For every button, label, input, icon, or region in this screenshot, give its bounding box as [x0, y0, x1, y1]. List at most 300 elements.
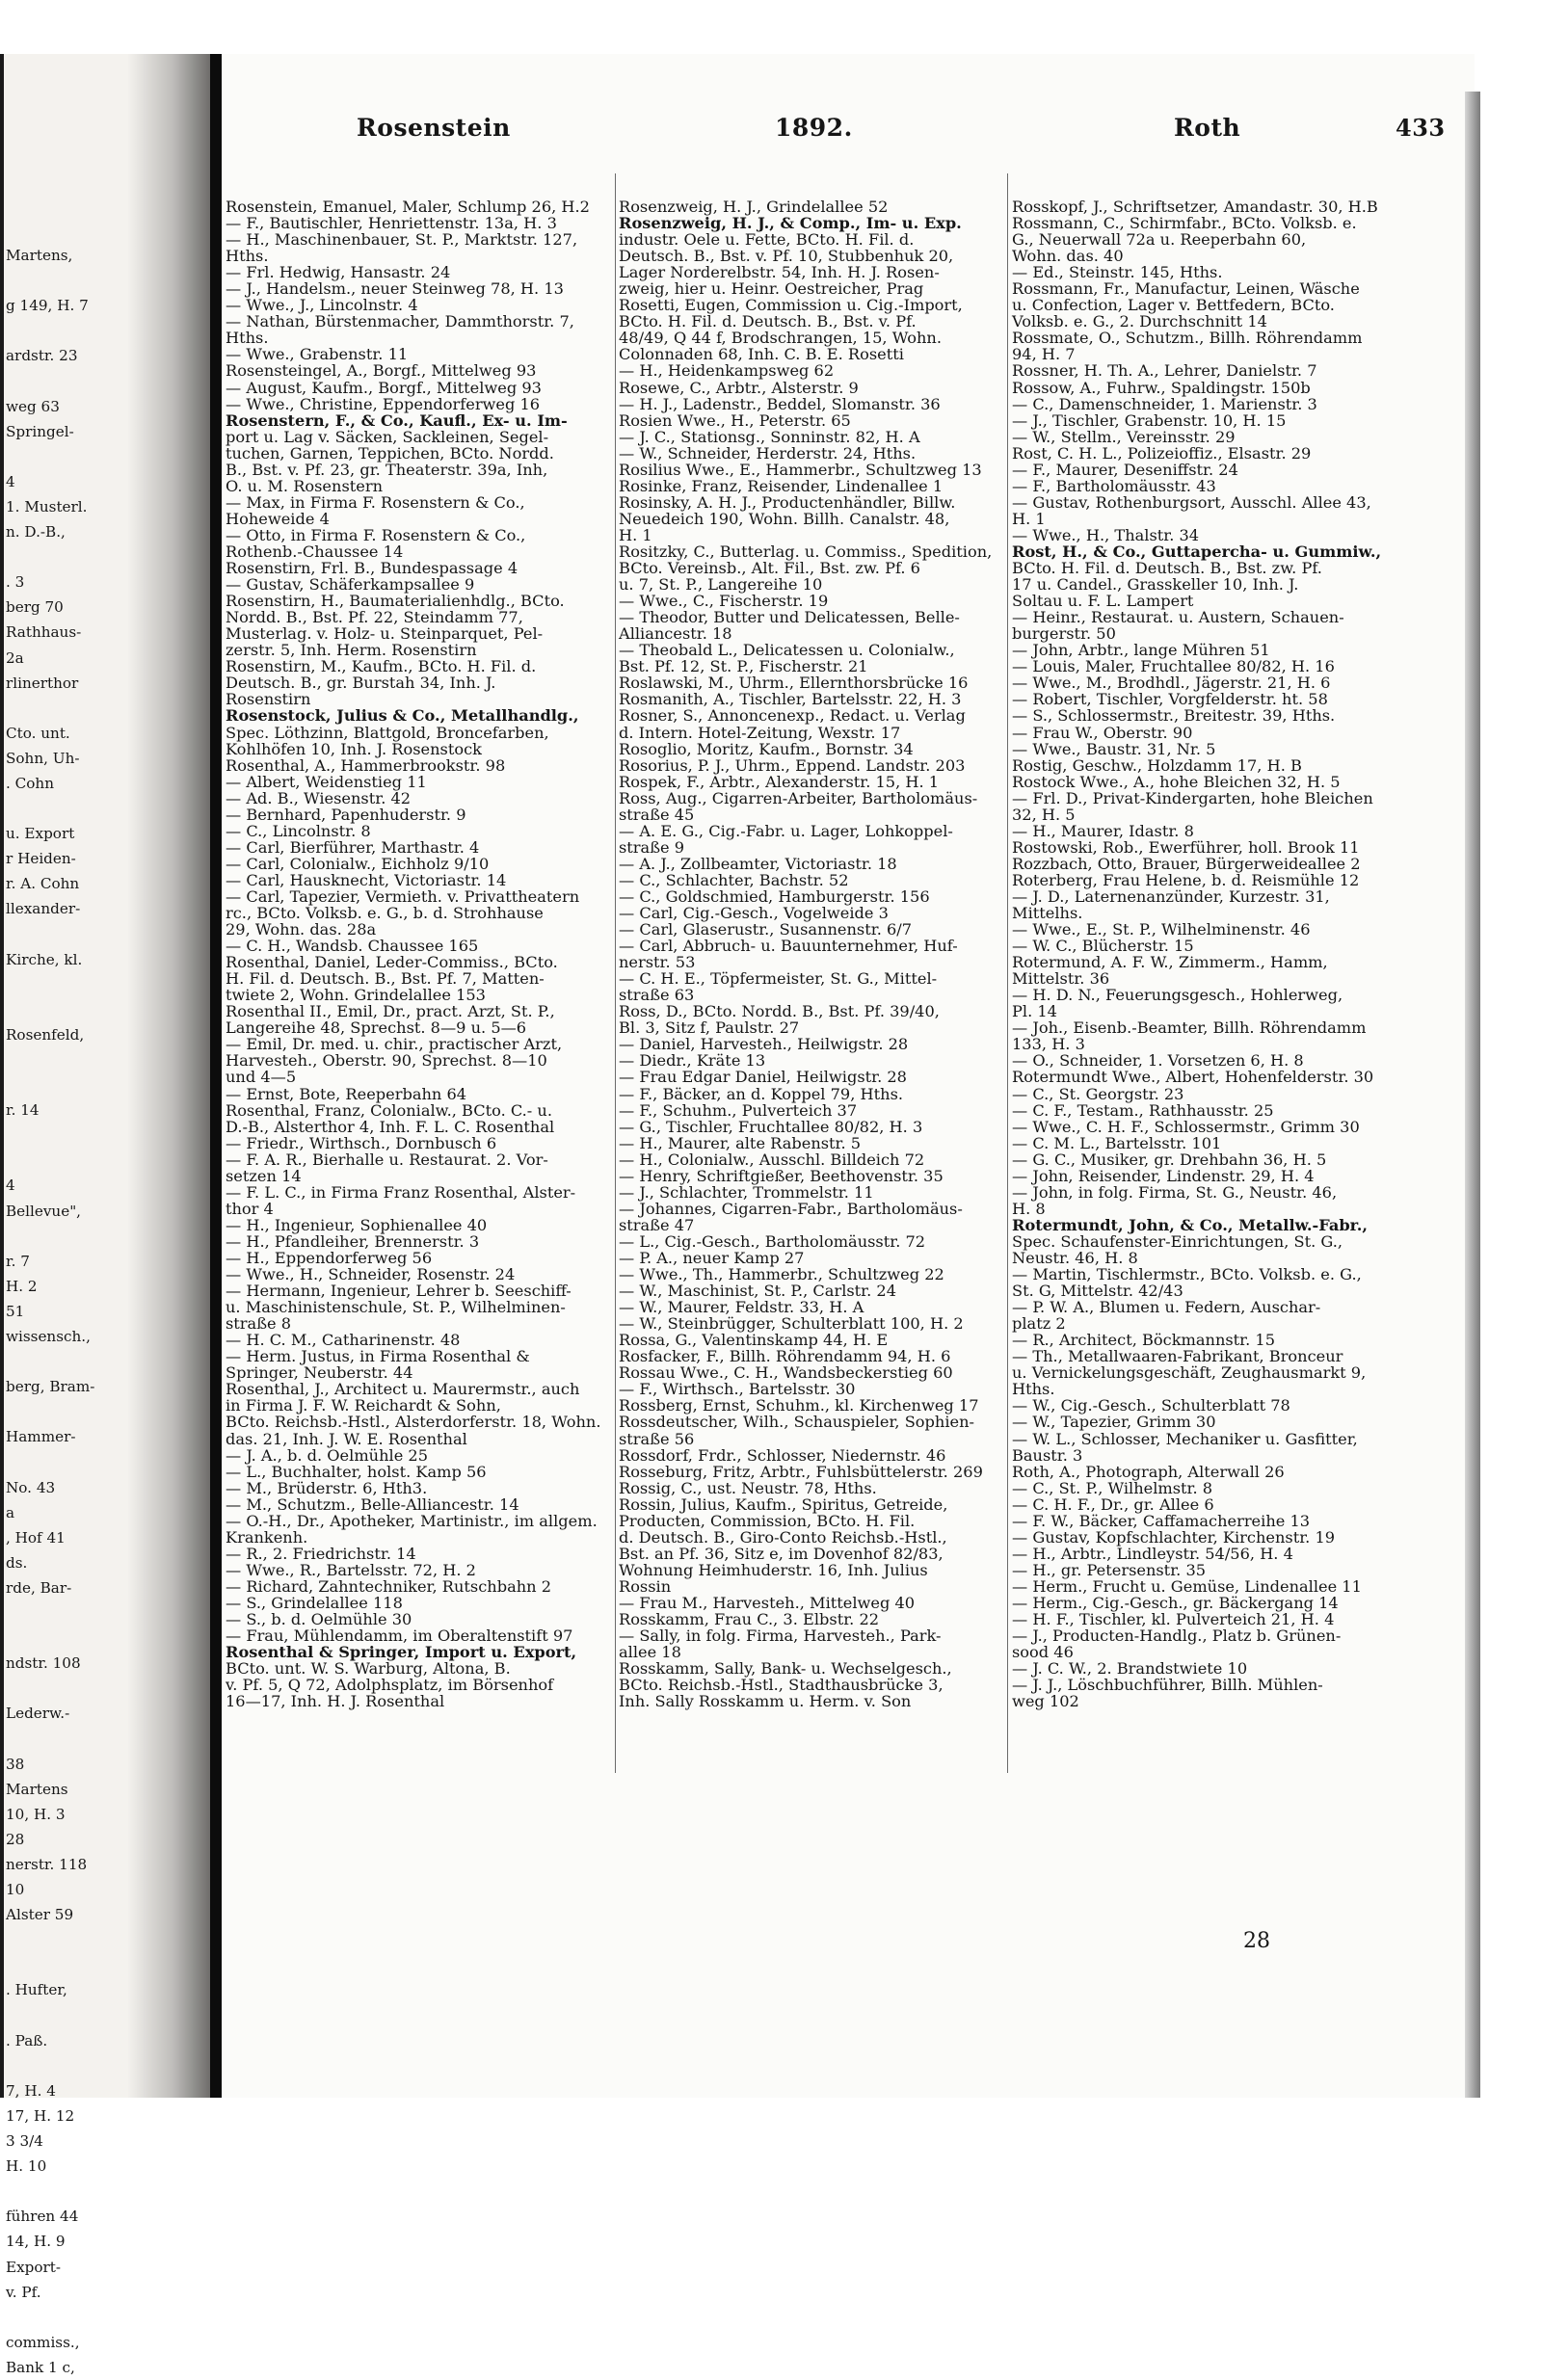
- directory-entry-line: Producten, Commission, BCto. H. Fil.: [619, 1511, 916, 1530]
- binding-gutter: [210, 54, 222, 2098]
- directory-entry-line: — Carl, Hausknecht, Victoriastr. 14: [226, 870, 507, 889]
- directory-entry-line: thor 4: [226, 1199, 274, 1218]
- directory-entry-line: sood 46: [1012, 1643, 1074, 1662]
- directory-entry-line: — P. A., neuer Kamp 27: [619, 1249, 805, 1267]
- directory-entry-line: — Otto, in Firma F. Rosenstern & Co.,: [226, 525, 526, 544]
- directory-entry-line: — Gustav, Rothenburgsort, Ausschl. Allee 43,: [1012, 492, 1371, 512]
- directory-entry-line: — Sally, in folg. Firma, Harvesteh., Park-: [619, 1626, 942, 1646]
- directory-entry-line: — Wwe., J., Lincolnstr. 4: [226, 296, 418, 315]
- directory-entry-line: — H., Ingenieur, Sophienallee 40: [226, 1215, 488, 1234]
- directory-entry-line: Bl. 3, Sitz f, Paulstr. 27: [619, 1018, 800, 1038]
- directory-entry-line: — Johannes, Cigarren-Fabr., Bartholomäus-: [619, 1199, 963, 1218]
- directory-entry-line: in Firma J. F. W. Reichardt & Sohn,: [226, 1396, 501, 1415]
- directory-entry-line: H. Fil. d. Deutsch. B., Bst. Pf. 7, Matten-: [226, 969, 545, 989]
- directory-entry-line: — J. A., b. d. Oelmühle 25: [226, 1445, 429, 1465]
- directory-entry-line: Rosilius Wwe., E., Hammerbr., Schultzweg 13: [619, 460, 982, 479]
- previous-page-line: . Cohn: [6, 774, 54, 792]
- directory-entry-line: Rosenstirn: [226, 690, 311, 709]
- directory-entry-line: — R., Architect, Böckmannstr. 15: [1012, 1331, 1276, 1350]
- directory-entry-line: Rosenstein, Emanuel, Maler, Schlump 26, H.2: [226, 198, 590, 216]
- previous-page-line: H. 2: [6, 1277, 38, 1295]
- directory-entry-line: Rosien Wwe., H., Peterstr. 65: [619, 410, 851, 430]
- directory-entry-line: Rotermundt, John, & Co., Metallw.-Fabr.,: [1012, 1215, 1368, 1234]
- directory-entry-line: — F. A. R., Bierhalle u. Restaurat. 2. Vor-: [226, 1150, 548, 1169]
- directory-entry-line: — J., Producten-Handlg., Platz b. Grünen-: [1012, 1626, 1342, 1646]
- directory-entry-line: H. 1: [1012, 509, 1046, 528]
- directory-entry-line: — J. D., Laternenanzünder, Kurzestr. 31,: [1012, 886, 1330, 906]
- directory-entry-line: — W., Steinbrügger, Schulterblatt 100, H. 2: [619, 1314, 964, 1334]
- previous-page-line: Sohn, Uh-: [6, 749, 80, 767]
- previous-page-line: u. Export: [6, 825, 75, 843]
- directory-entry-line: Rossa, G., Valentinskamp 44, H. E: [619, 1331, 889, 1350]
- previous-page-line: Martens: [6, 1780, 68, 1798]
- directory-entry-line: straße 56: [619, 1429, 695, 1448]
- directory-entry-line: Rossig, C., ust. Neustr. 78, Hths.: [619, 1478, 877, 1497]
- directory-entry-line: Rossin: [619, 1576, 672, 1596]
- directory-entry-line: Hths.: [1012, 1380, 1055, 1399]
- directory-entry-line: — H., Eppendorferweg 56: [226, 1249, 433, 1267]
- directory-entry-line: — Wwe., Grabenstr. 11: [226, 345, 409, 364]
- previous-page-line: Export-: [6, 2258, 62, 2276]
- directory-entry-line: — Th., Metallwaaren-Fabrikant, Bronceur: [1012, 1347, 1343, 1366]
- directory-entry-line: Ross, D., BCto. Nordd. B., Bst. Pf. 39/40,: [619, 1002, 940, 1021]
- directory-entry-line: Rosenthal, Franz, Colonialw., BCto. C.- u.: [226, 1100, 552, 1120]
- directory-entry-line: Rosensteingel, A., Borgf., Mittelweg 93: [226, 361, 537, 381]
- directory-entry-line: nerstr. 53: [619, 953, 696, 972]
- directory-entry-line: — Frau Edgar Daniel, Heilwigstr. 28: [619, 1068, 907, 1087]
- directory-entry-line: Hoheweide 4: [226, 509, 330, 528]
- directory-entry-line: — F. L. C., in Firma Franz Rosenthal, Alster-: [226, 1182, 576, 1202]
- directory-entry-line: — J., Handelsm., neuer Steinweg 78, H. 13: [226, 279, 564, 299]
- directory-entry-line: — G. C., Musiker, gr. Drehbahn 36, H. 5: [1012, 1150, 1327, 1169]
- directory-entry-line: BCto. H. Fil. d. Deutsch. B., Bst. v. Pf.: [619, 312, 917, 331]
- directory-entry-line: Rosenzweig, H. J., & Comp., Im- u. Exp.: [619, 214, 962, 233]
- directory-entry-line: — M., Brüderstr. 6, Hth3.: [226, 1478, 428, 1497]
- directory-entry-line: — Carl, Bierführer, Marthastr. 4: [226, 837, 480, 857]
- directory-entry-line: Rosenzweig, H. J., Grindelallee 52: [619, 198, 889, 216]
- directory-entry-line: — W., Stellm., Vereinsstr. 29: [1012, 427, 1236, 446]
- directory-entry-line: Neuedeich 190, Wohn. Billh. Canalstr. 48,: [619, 509, 950, 528]
- directory-entry-line: Rost, C. H. L., Polizeioffiz., Elsastr. 29: [1012, 443, 1312, 463]
- directory-entry-line: — H., Maurer, alte Rabenstr. 5: [619, 1133, 862, 1152]
- directory-entry-line: — C. F., Testam., Rathhausstr. 25: [1012, 1100, 1274, 1120]
- directory-entry-line: Rosseburg, Fritz, Arbtr., Fuhlsbüttelerstr. 269: [619, 1462, 983, 1481]
- directory-entry-line: — Martin, Tischlermstr., BCto. Volksb. e. G.,: [1012, 1265, 1362, 1284]
- directory-entry-line: Bst. an Pf. 36, Sitz e, im Dovenhof 82/83,: [619, 1544, 944, 1563]
- previous-page-line: 28: [6, 1830, 25, 1848]
- previous-page-line: a: [6, 1503, 15, 1521]
- directory-entry-line: — Carl, Abbruch- u. Bauunternehmer, Huf-: [619, 937, 958, 956]
- previous-page-line: nerstr. 118: [6, 1856, 88, 1873]
- directory-entry-line: BCto. unt. W. S. Warburg, Altona, B.: [226, 1659, 511, 1679]
- directory-entry-line: setzen 14: [226, 1166, 302, 1185]
- previous-page-line: 38: [6, 1755, 25, 1773]
- directory-entry-line: H. 1: [619, 525, 652, 544]
- directory-entry-line: — W., Cig.-Gesch., Schulterblatt 78: [1012, 1396, 1290, 1415]
- directory-entry-line: Rosmanith, A., Tischler, Bartelsstr. 22, H. 3: [619, 690, 962, 709]
- directory-entry-line: Rosenstirn, Frl. B., Bundespassage 4: [226, 559, 518, 578]
- directory-entry-line: — Carl, Colonialw., Eichholz 9/10: [226, 854, 490, 873]
- previous-page-line: Bellevue",: [6, 1202, 82, 1220]
- previous-page-line: 2a: [6, 648, 24, 667]
- directory-entry-line: — Herm. Justus, in Firma Rosenthal &: [226, 1347, 530, 1366]
- directory-entry-line: — J. J., Löschbuchführer, Billh. Mühlen-: [1012, 1676, 1323, 1695]
- directory-entry-line: Roterberg, Frau Helene, b. d. Reismühle 12: [1012, 870, 1360, 889]
- directory-entry-line: — H. D. N., Feuerungsgesch., Hohlerweg,: [1012, 986, 1343, 1005]
- directory-entry-line: — L., Buchhalter, holst. Kamp 56: [226, 1462, 487, 1481]
- directory-entry-line: Lager Norderelbstr. 54, Inh. H. J. Rosen-: [619, 263, 940, 282]
- directory-entry-line: straße 9: [619, 837, 685, 857]
- directory-entry-line: Inh. Sally Rosskamm u. Herm. v. Son: [619, 1692, 912, 1711]
- directory-entry-line: industr. Oele u. Fette, BCto. H. Fil. d.: [619, 230, 915, 250]
- directory-entry-line: — J. C., Stationsg., Sonninstr. 82, H. A: [619, 427, 920, 446]
- directory-entry-line: BCto. Vereinsb., Alt. Fil., Bst. zw. Pf. 6: [619, 559, 920, 578]
- directory-entry-line: — H. J., Ladenstr., Beddel, Slomanstr. 36: [619, 394, 941, 413]
- running-head-left: Rosenstein: [357, 114, 511, 142]
- directory-entry-line: Rostig, Geschw., Holzdamm 17, H. B: [1012, 755, 1302, 775]
- directory-entry-line: — Herm., Cig.-Gesch., gr. Bäckergang 14: [1012, 1593, 1339, 1612]
- previous-page-line: commiss.,: [6, 2333, 80, 2351]
- directory-entry-line: 17 u. Candel., Grasskeller 10, Inh. J.: [1012, 575, 1299, 595]
- directory-entry-line: — W., Maschinist, St. P., Carlstr. 24: [619, 1282, 897, 1301]
- directory-entry-line: Rosenthal, Daniel, Leder-Commiss., BCto.: [226, 953, 558, 972]
- directory-entry-line: Rossberg, Ernst, Schuhm., kl. Kirchenweg 17: [619, 1396, 979, 1415]
- directory-entry-line: Soltau u. F. L. Lampert: [1012, 592, 1194, 611]
- directory-entry-line: — Carl, Tapezier, Vermieth. v. Privattheatern: [226, 886, 580, 906]
- directory-entry-line: Mittelstr. 36: [1012, 969, 1110, 989]
- directory-entry-line: Rosenthal, J., Architect u. Maurermstr., auch: [226, 1380, 580, 1399]
- directory-entry-line: Musterlag. v. Holz- u. Steinparquet, Pel-: [226, 624, 544, 644]
- directory-entry-line: Colonnaden 68, Inh. C. B. E. Rosetti: [619, 345, 904, 364]
- directory-entry-line: — Friedr., Wirthsch., Dornbusch 6: [226, 1133, 497, 1152]
- directory-entry-line: d. Intern. Hotel-Zeitung, Wexstr. 17: [619, 723, 901, 742]
- directory-entry-line: Rotermundt Wwe., Albert, Hohenfelderstr. 30: [1012, 1068, 1374, 1087]
- directory-entry-line: — A. E. G., Cig.-Fabr. u. Lager, Lohkoppel-: [619, 821, 953, 840]
- directory-entry-line: — August, Kaufm., Borgf., Mittelweg 93: [226, 378, 542, 397]
- previous-page-line: . Paß.: [6, 2031, 48, 2049]
- directory-entry-line: — L., Cig.-Gesch., Bartholomäusstr. 72: [619, 1231, 926, 1251]
- directory-entry-line: Rosenthal II., Emil, Dr., pract. Arzt, St. P.,: [226, 1002, 555, 1021]
- previous-page-line: r. 7: [6, 1252, 30, 1270]
- directory-entry-line: Rossow, A., Fuhrw., Spaldingstr. 150b: [1012, 378, 1311, 397]
- directory-entry-line: — John, Arbtr., lange Mühren 51: [1012, 641, 1270, 660]
- directory-entry-line: — C., Schlachter, Bachstr. 52: [619, 870, 849, 889]
- directory-entry-line: — C., Goldschmied, Hamburgerstr. 156: [619, 886, 930, 906]
- directory-entry-line: Rostock Wwe., A., hohe Bleichen 32, H. 5: [1012, 772, 1341, 791]
- directory-entry-line: Rothenb.-Chaussee 14: [226, 542, 404, 561]
- directory-entry-line: rc., BCto. Volksb. e. G., b. d. Strohhause: [226, 904, 544, 923]
- previous-page-line: Rosenfeld,: [6, 1025, 85, 1044]
- directory-entry-line: Rosner, S., Annoncenexp., Redact. u. Verlag: [619, 706, 966, 726]
- directory-entry-line: — Ad. B., Wiesenstr. 42: [226, 788, 412, 807]
- directory-entry-line: — Wwe., R., Bartelsstr. 72, H. 2: [226, 1560, 476, 1579]
- directory-entry-line: 16—17, Inh. H. J. Rosenthal: [226, 1692, 445, 1711]
- page-edge: [1465, 92, 1480, 2098]
- directory-entry-line: — J., Tischler, Grabenstr. 10, H. 15: [1012, 410, 1287, 430]
- previous-page-line: 7, H. 4: [6, 2081, 56, 2100]
- directory-entry-line: straße 47: [619, 1215, 695, 1234]
- directory-entry-line: — F., Bartholomäusstr. 43: [1012, 476, 1216, 495]
- directory-entry-line: Rospek, F., Arbtr., Alexanderstr. 15, H. 1: [619, 772, 940, 791]
- directory-entry-line: BCto. H. Fil. d. Deutsch. B., Bst. zw. Pf.: [1012, 559, 1322, 578]
- directory-entry-line: — Frau, Mühlendamm, im Oberaltenstift 97: [226, 1626, 573, 1646]
- directory-entry-line: St. G, Mittelstr. 42/43: [1012, 1282, 1183, 1301]
- directory-column-1: [226, 198, 617, 1709]
- directory-entry-line: — John, in folg. Firma, St. G., Neustr. 46,: [1012, 1182, 1338, 1202]
- previous-page-line: ardstr. 23: [6, 347, 78, 365]
- directory-entry-line: — Frl. D., Privat-Kindergarten, hohe Bleichen: [1012, 788, 1373, 807]
- directory-entry-line: Hths.: [226, 247, 269, 266]
- directory-entry-line: Rossner, H. Th. A., Lehrer, Danielstr. 7: [1012, 361, 1317, 381]
- directory-entry-line: — Nathan, Bürstenmacher, Dammthorstr. 7,: [226, 312, 574, 331]
- directory-entry-line: — Emil, Dr. med. u. chir., practischer Arzt,: [226, 1035, 563, 1054]
- directory-entry-line: — C., Lincolnstr. 8: [226, 821, 371, 840]
- directory-entry-line: — Wwe., Th., Hammerbr., Schultzweg 22: [619, 1265, 944, 1284]
- previous-page-line: 4: [6, 472, 15, 490]
- directory-entry-line: Rossmann, Fr., Manufactur, Leinen, Wäsche: [1012, 279, 1360, 299]
- directory-entry-line: Rossau Wwe., C. H., Wandsbeckerstieg 60: [619, 1363, 953, 1383]
- directory-entry-line: — C. H., Wandsb. Chaussee 165: [226, 937, 479, 956]
- directory-entry-line: — Wwe., E., St. P., Wilhelminenstr. 46: [1012, 920, 1311, 939]
- directory-entry-line: Rossdeutscher, Wilh., Schauspieler, Sophien-: [619, 1413, 974, 1432]
- previous-page-line: führen 44: [6, 2208, 79, 2226]
- directory-entry-line: Rosorius, P. J., Uhrm., Eppend. Landstr. 203: [619, 755, 966, 775]
- directory-entry-line: — Wwe., M., Brodhdl., Jägerstr. 21, H. 6: [1012, 674, 1331, 693]
- directory-entry-line: — F., Maurer, Deseniffstr. 24: [1012, 460, 1238, 479]
- directory-entry-line: — P. W. A., Blumen u. Federn, Auschar-: [1012, 1298, 1321, 1317]
- directory-entry-line: — Frau W., Oberstr. 90: [1012, 723, 1193, 742]
- directory-entry-line: Mittelhs.: [1012, 904, 1083, 923]
- directory-entry-line: — Heinr., Restaurat. u. Austern, Schauen-: [1012, 608, 1344, 627]
- directory-entry-line: — Frl. Hedwig, Hansastr. 24: [226, 263, 451, 282]
- scan-border: [0, 54, 4, 2098]
- directory-entry-line: — Richard, Zahntechniker, Rutschbahn 2: [226, 1576, 552, 1596]
- directory-entry-line: Rosskamm, Sally, Bank- u. Wechselgesch.,: [619, 1659, 952, 1679]
- directory-entry-line: Rostowski, Rob., Ewerführer, holl. Brook 11: [1012, 837, 1360, 857]
- directory-entry-line: — F., Bautischler, Henriettenstr. 13a, H. 3: [226, 214, 557, 233]
- previous-page-line: Kirche, kl.: [6, 950, 83, 968]
- directory-entry-line: Rosenstock, Julius & Co., Metallhandlg.,: [226, 706, 579, 726]
- directory-entry-line: 133, H. 3: [1012, 1035, 1085, 1054]
- directory-entry-line: Bst. Pf. 12, St. P., Fischerstr. 21: [619, 657, 868, 676]
- directory-entry-line: Rosskamm, Frau C., 3. Elbstr. 22: [619, 1610, 880, 1629]
- directory-entry-line: D.-B., Alsterthor 4, Inh. F. L. C. Rosenthal: [226, 1117, 555, 1136]
- directory-entry-line: port u. Lag v. Säcken, Sackleinen, Segel-: [226, 427, 549, 446]
- directory-entry-line: — C., St. Georgstr. 23: [1012, 1084, 1184, 1103]
- directory-entry-line: — Wwe., H., Schneider, Rosenstr. 24: [226, 1265, 516, 1284]
- directory-entry-line: — John, Reisender, Lindenstr. 29, H. 4: [1012, 1166, 1315, 1185]
- directory-entry-line: — Ed., Steinstr. 145, Hths.: [1012, 263, 1223, 282]
- directory-entry-line: — Max, in Firma F. Rosenstern & Co.,: [226, 492, 525, 512]
- previous-page-line: r. A. Cohn: [6, 875, 80, 893]
- previous-page-line: weg 63: [6, 397, 60, 415]
- directory-entry-line: — Louis, Maler, Fruchtallee 80/82, H. 16: [1012, 657, 1335, 676]
- directory-entry-line: Rost, H., & Co., Guttapercha- u. Gummiw.,: [1012, 542, 1382, 561]
- directory-entry-line: straße 45: [619, 805, 695, 824]
- directory-entry-line: — Wwe., Christine, Eppendorferweg 16: [226, 394, 541, 413]
- directory-entry-line: — S., Grindelallee 118: [226, 1593, 403, 1612]
- directory-entry-line: Baustr. 3: [1012, 1445, 1083, 1465]
- directory-entry-line: — W. L., Schlosser, Mechaniker u. Gasfitter,: [1012, 1429, 1358, 1448]
- directory-entry-line: Rosoglio, Moritz, Kaufm., Bornstr. 34: [619, 739, 914, 758]
- directory-entry-line: — Joh., Eisenb.-Beamter, Billh. Röhrendamm: [1012, 1018, 1367, 1038]
- previous-page-line: wissensch.,: [6, 1328, 91, 1346]
- directory-entry-line: Rosenstirn, H., Baumaterialienhdlg., BCto.: [226, 592, 565, 611]
- previous-page-line: llexander-: [6, 900, 81, 918]
- directory-entry-line: — H., Heidenkampsweg 62: [619, 361, 835, 381]
- directory-entry-line: — Diedr., Kräte 13: [619, 1051, 766, 1071]
- directory-entry-line: — Wwe., Baustr. 31, Nr. 5: [1012, 739, 1216, 758]
- previous-page-line: 14, H. 9: [6, 2233, 66, 2251]
- directory-entry-line: Volksb. e. G., 2. Durchschnitt 14: [1012, 312, 1267, 331]
- directory-entry-line: tuchen, Garnen, Teppichen, BCto. Nordd.: [226, 443, 554, 463]
- directory-entry-line: — Carl, Cig.-Gesch., Vogelweide 3: [619, 904, 889, 923]
- directory-entry-line: — W., Schneider, Herderstr. 24, Hths.: [619, 443, 917, 463]
- previous-page-line: r Heiden-: [6, 850, 76, 868]
- directory-entry-line: — C. M. L., Bartelsstr. 101: [1012, 1133, 1222, 1152]
- previous-page-line: . Hufter,: [6, 1981, 67, 1999]
- directory-entry-line: allee 18: [619, 1643, 681, 1662]
- running-head-right: Roth: [1174, 114, 1241, 142]
- directory-entry-line: Langereihe 48, Sprechst. 8—9 u. 5—6: [226, 1018, 527, 1038]
- previous-page-line: . 3: [6, 573, 25, 592]
- directory-entry-line: — H. F., Tischler, kl. Pulverteich 21, H. 4: [1012, 1610, 1335, 1629]
- directory-entry-line: platz 2: [1012, 1314, 1066, 1334]
- previous-page-line: ndstr. 108: [6, 1654, 81, 1673]
- directory-entry-line: — H., Maurer, Idastr. 8: [1012, 821, 1194, 840]
- previous-page-line: Lederw.-: [6, 1705, 70, 1723]
- directory-entry-line: — Hermann, Ingenieur, Lehrer b. Seeschiff-: [226, 1282, 572, 1301]
- directory-entry-line: — H. C. M., Catharinenstr. 48: [226, 1331, 461, 1350]
- previous-page-line: H. 10: [6, 2157, 47, 2176]
- directory-entry-line: Spec. Schaufenster-Einrichtungen, St. G.,: [1012, 1231, 1343, 1251]
- directory-entry-line: Pl. 14: [1012, 1002, 1057, 1021]
- signature-number: 28: [1243, 1929, 1270, 1953]
- directory-entry-line: — Henry, Schriftgießer, Beethovenstr. 35: [619, 1166, 944, 1185]
- directory-entry-line: v. Pf. 5, Q 72, Adolphsplatz, im Börsenhof: [226, 1676, 554, 1695]
- directory-entry-line: — Ernst, Bote, Reeperbahn 64: [226, 1084, 467, 1103]
- previous-page-line: berg, Bram-: [6, 1378, 95, 1396]
- directory-entry-line: — H., Arbtr., Lindleystr. 54/56, H. 4: [1012, 1544, 1293, 1563]
- directory-entry-line: — F., Schuhm., Pulverteich 37: [619, 1100, 858, 1120]
- directory-entry-line: Rosenthal, A., Hammerbrookstr. 98: [226, 755, 506, 775]
- previous-page-line: [6, 2305, 208, 2330]
- previous-page-line: Martens,: [6, 247, 73, 264]
- directory-entry-line: Rositzky, C., Butterlag. u. Commiss., Spedition,: [619, 542, 993, 561]
- previous-page-line: Bank 1 c,: [6, 2358, 75, 2376]
- directory-entry-line: — F. W., Bäcker, Caffamacherreihe 13: [1012, 1511, 1311, 1530]
- directory-entry-line: Krankenh.: [226, 1527, 308, 1547]
- previous-page-line: 17, H. 12: [6, 2106, 75, 2125]
- directory-entry-line: Harvesteh., Oberstr. 90, Sprechst. 8—10: [226, 1051, 547, 1071]
- directory-entry-line: — Theobald L., Delicatessen u. Colonialw.,: [619, 641, 955, 660]
- directory-entry-line: O. u. M. Rosenstern: [226, 476, 383, 495]
- directory-entry-line: 48/49, Q 44 f, Brodschrangen, 15, Wohn.: [619, 329, 942, 348]
- directory-entry-line: — Wwe., C. H. F., Schlossermstr., Grimm 30: [1012, 1117, 1360, 1136]
- directory-entry-line: Spec. Löthzinn, Blattgold, Broncefarben,: [226, 723, 549, 742]
- directory-entry-line: — O.-H., Dr., Apotheker, Martinistr., im allgem.: [226, 1511, 598, 1530]
- directory-entry-line: Rosskopf, J., Schriftsetzer, Amandastr. 30, H.B: [1012, 198, 1378, 216]
- page-number: 433: [1396, 114, 1446, 142]
- previous-page-line: v. Pf.: [6, 2283, 41, 2301]
- previous-page-line: Hammer-: [6, 1428, 76, 1446]
- directory-entry-line: — Herm., Frucht u. Gemüse, Lindenallee 11: [1012, 1576, 1362, 1596]
- directory-entry-line: d. Deutsch. B., Giro-Conto Reichsb.-Hstl.,: [619, 1527, 947, 1547]
- directory-entry-line: Rozzbach, Otto, Brauer, Bürgerweideallee 2: [1012, 854, 1361, 873]
- previous-page-line: g 149, H. 7: [6, 297, 89, 315]
- directory-entry-line: — R., 2. Friedrichstr. 14: [226, 1544, 416, 1563]
- directory-entry-line: Rosewe, C., Arbtr., Alsterstr. 9: [619, 378, 859, 397]
- directory-entry-line: Wohnung Heimhuderstr. 16, Inh. Julius: [619, 1560, 928, 1579]
- directory-entry-line: BCto. Reichsb.-Hstl., Stadthausbrücke 3,: [619, 1676, 944, 1695]
- directory-entry-line: — S., b. d. Oelmühle 30: [226, 1610, 412, 1629]
- previous-page-line: 3 3/4: [6, 2132, 43, 2151]
- previous-page-line: Springel-: [6, 422, 74, 440]
- previous-page-line: rde, Bar-: [6, 1578, 72, 1597]
- directory-entry-line: Rosinke, Franz, Reisender, Lindenallee 1: [619, 476, 944, 495]
- directory-entry-line: — C. H. E., Töpfermeister, St. G., Mittel-: [619, 969, 938, 989]
- previous-page-line: 10: [6, 1881, 25, 1899]
- directory-entry-line: Nordd. B., Bst. Pf. 22, Steindamm 77,: [226, 608, 523, 627]
- directory-entry-line: Rosetti, Eugen, Commission u. Cig.-Import,: [619, 296, 963, 315]
- directory-entry-line: Rosinsky, A. H. J., Productenhändler, Billw.: [619, 492, 956, 512]
- directory-entry-line: Deutsch. B., Bst. v. Pf. 10, Stubbenhuk 20,: [619, 247, 954, 266]
- previous-page-line: n. D.-B.,: [6, 523, 66, 542]
- directory-entry-line: burgerstr. 50: [1012, 624, 1116, 644]
- directory-entry-line: — J., Schlachter, Trommelstr. 11: [619, 1182, 874, 1202]
- directory-entry-line: Kohlhöfen 10, Inh. J. Rosenstock: [226, 739, 482, 758]
- previous-page-line: rlinerthor: [6, 674, 79, 692]
- previous-page-line: 1. Musterl.: [6, 497, 88, 516]
- binding-shadow: [127, 54, 210, 2098]
- directory-entry-line: — Carl, Glaserustr., Susannenstr. 6/7: [619, 920, 913, 939]
- previous-page-line: Cto. unt.: [6, 724, 70, 742]
- previous-page-line: Rathhaus-: [6, 623, 82, 642]
- directory-entry-line: Rosenthal & Springer, Import u. Export,: [226, 1643, 577, 1662]
- directory-entry-line: — Frau M., Harvesteh., Mittelweg 40: [619, 1593, 916, 1612]
- previous-page-line: [6, 2179, 208, 2204]
- directory-entry-line: — S., Schlossermstr., Breitestr. 39, Hths.: [1012, 706, 1336, 726]
- directory-entry-line: B., Bst. v. Pf. 23, gr. Theaterstr. 39a, Inh,: [226, 460, 548, 479]
- directory-entry-line: — Robert, Tischler, Vorgfelderstr. ht. 58: [1012, 690, 1328, 709]
- directory-entry-line: — H., Pfandleiher, Brennerstr. 3: [226, 1231, 480, 1251]
- directory-entry-line: u. Confection, Lager v. Bettfedern, BCto.: [1012, 296, 1335, 315]
- directory-entry-line: — H., Maschinenbauer, St. P., Marktstr. 127,: [226, 230, 578, 250]
- directory-entry-line: Rotermund, A. F. W., Zimmerm., Hamm,: [1012, 953, 1328, 972]
- directory-entry-line: u. 7, St. P., Langereihe 10: [619, 575, 823, 595]
- previous-page-line: , Hof 41: [6, 1528, 66, 1547]
- directory-entry-line: Rosenstern, F., & Co., Kaufl., Ex- u. Im-: [226, 410, 568, 430]
- directory-entry-line: und 4—5: [226, 1068, 297, 1087]
- previous-page-line: Alster 59: [6, 1906, 74, 1924]
- directory-entry-line: — G., Tischler, Fruchtallee 80/82, H. 3: [619, 1117, 923, 1136]
- directory-entry-line: — Bernhard, Papenhuderstr. 9: [226, 805, 466, 824]
- directory-entry-line: G., Neuerwall 72a u. Reeperbahn 60,: [1012, 230, 1307, 250]
- directory-entry-line: Rossin, Julius, Kaufm., Spiritus, Getreide,: [619, 1494, 948, 1514]
- directory-entry-line: Wohn. das. 40: [1012, 247, 1124, 266]
- directory-entry-line: Deutsch. B., gr. Burstah 34, Inh. J.: [226, 674, 496, 693]
- directory-entry-line: — W. C., Blücherstr. 15: [1012, 937, 1194, 956]
- directory-entry-line: — A. J., Zollbeamter, Victoriastr. 18: [619, 854, 897, 873]
- previous-page-line: ds.: [6, 1553, 28, 1572]
- previous-page-line: 51: [6, 1302, 25, 1320]
- directory-entry-line: — Daniel, Harvesteh., Heilwigstr. 28: [619, 1035, 909, 1054]
- directory-entry-line: — W., Maurer, Feldstr. 33, H. A: [619, 1298, 864, 1317]
- directory-entry-line: — H., gr. Petersenstr. 35: [1012, 1560, 1207, 1579]
- directory-entry-line: 32, H. 5: [1012, 805, 1076, 824]
- directory-entry-line: 94, H. 7: [1012, 345, 1076, 364]
- directory-entry-line: Hths.: [226, 329, 269, 348]
